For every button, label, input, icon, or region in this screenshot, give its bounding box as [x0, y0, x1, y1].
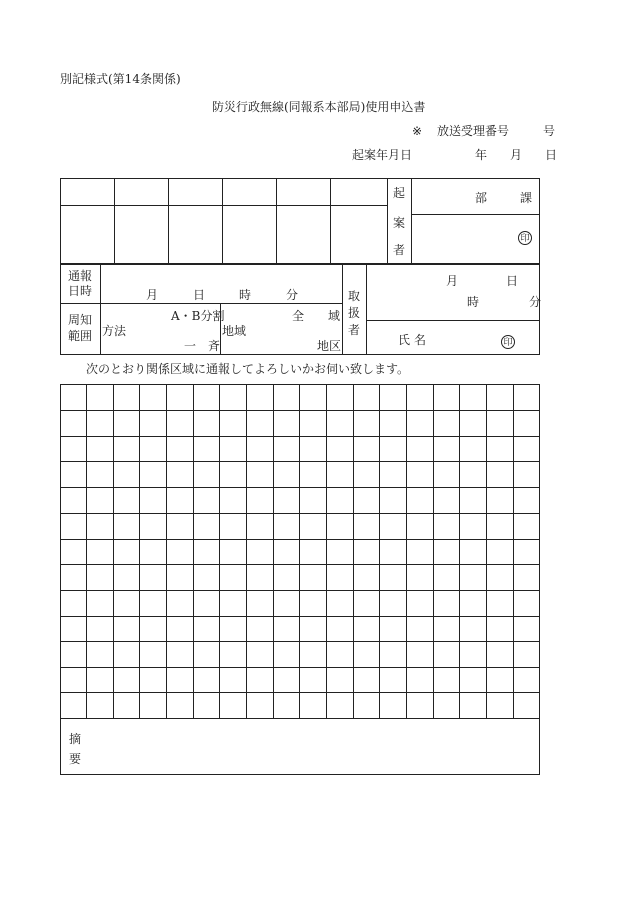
- handler-minute: 分: [529, 295, 542, 309]
- drafter-label-2: 案: [392, 216, 405, 230]
- message-grid: [60, 384, 540, 775]
- notify-time-label-2: 日時: [68, 284, 93, 298]
- broadcast-number-label: 放送受理番号: [437, 124, 510, 138]
- summary-label-1: 摘: [69, 732, 82, 746]
- ab-split-option: A・B分割: [171, 309, 225, 323]
- drafter-label-1: 起: [392, 186, 405, 200]
- notify-day: 日: [193, 288, 206, 302]
- whole-area-option: 全 域: [292, 309, 341, 323]
- draft-date-day: 日: [545, 148, 558, 162]
- method-label-2: 範囲: [68, 329, 93, 343]
- notify-hour: 時: [239, 288, 252, 302]
- draft-date-year: 年: [475, 148, 488, 162]
- handler-month: 月: [446, 274, 459, 288]
- dept-label: 部: [475, 191, 488, 205]
- notify-minute: 分: [286, 288, 299, 302]
- method-word: 方法: [102, 324, 127, 338]
- area-word: 地域: [222, 324, 247, 338]
- handler-label-2: 扱: [347, 306, 360, 320]
- handler-hour: 時: [467, 295, 480, 309]
- form-title: 防災行政無線(同報系本部局)使用申込書: [212, 100, 426, 114]
- notify-month: 月: [146, 288, 159, 302]
- request-sentence: 次のとおり関係区域に通報してよろしいかお伺い致します。: [86, 362, 410, 376]
- handler-label-3: 者: [347, 323, 360, 337]
- notify-time-label-1: 通報: [68, 269, 93, 283]
- broadcast-mark: ※: [412, 124, 423, 138]
- broadcast-number-unit: 号: [543, 124, 556, 138]
- handler-label-1: 取: [347, 289, 360, 303]
- handler-day: 日: [506, 274, 519, 288]
- approval-block: [60, 178, 540, 264]
- name-label: 氏名: [398, 333, 431, 347]
- summary-label-2: 要: [69, 752, 82, 766]
- draft-date-label: 起案年月日: [352, 148, 413, 162]
- handler-seal-icon: 印: [501, 335, 515, 349]
- district-option: 地区: [317, 339, 342, 353]
- drafter-label-3: 者: [392, 243, 405, 257]
- form-reference: 別記様式(第14条関係): [60, 72, 181, 86]
- section-label: 課: [520, 191, 533, 205]
- method-label-1: 周知: [68, 313, 93, 327]
- all-at-once-option: 一 斉: [184, 339, 221, 353]
- draft-date-month: 月: [510, 148, 523, 162]
- drafter-seal-icon: 印: [518, 231, 532, 245]
